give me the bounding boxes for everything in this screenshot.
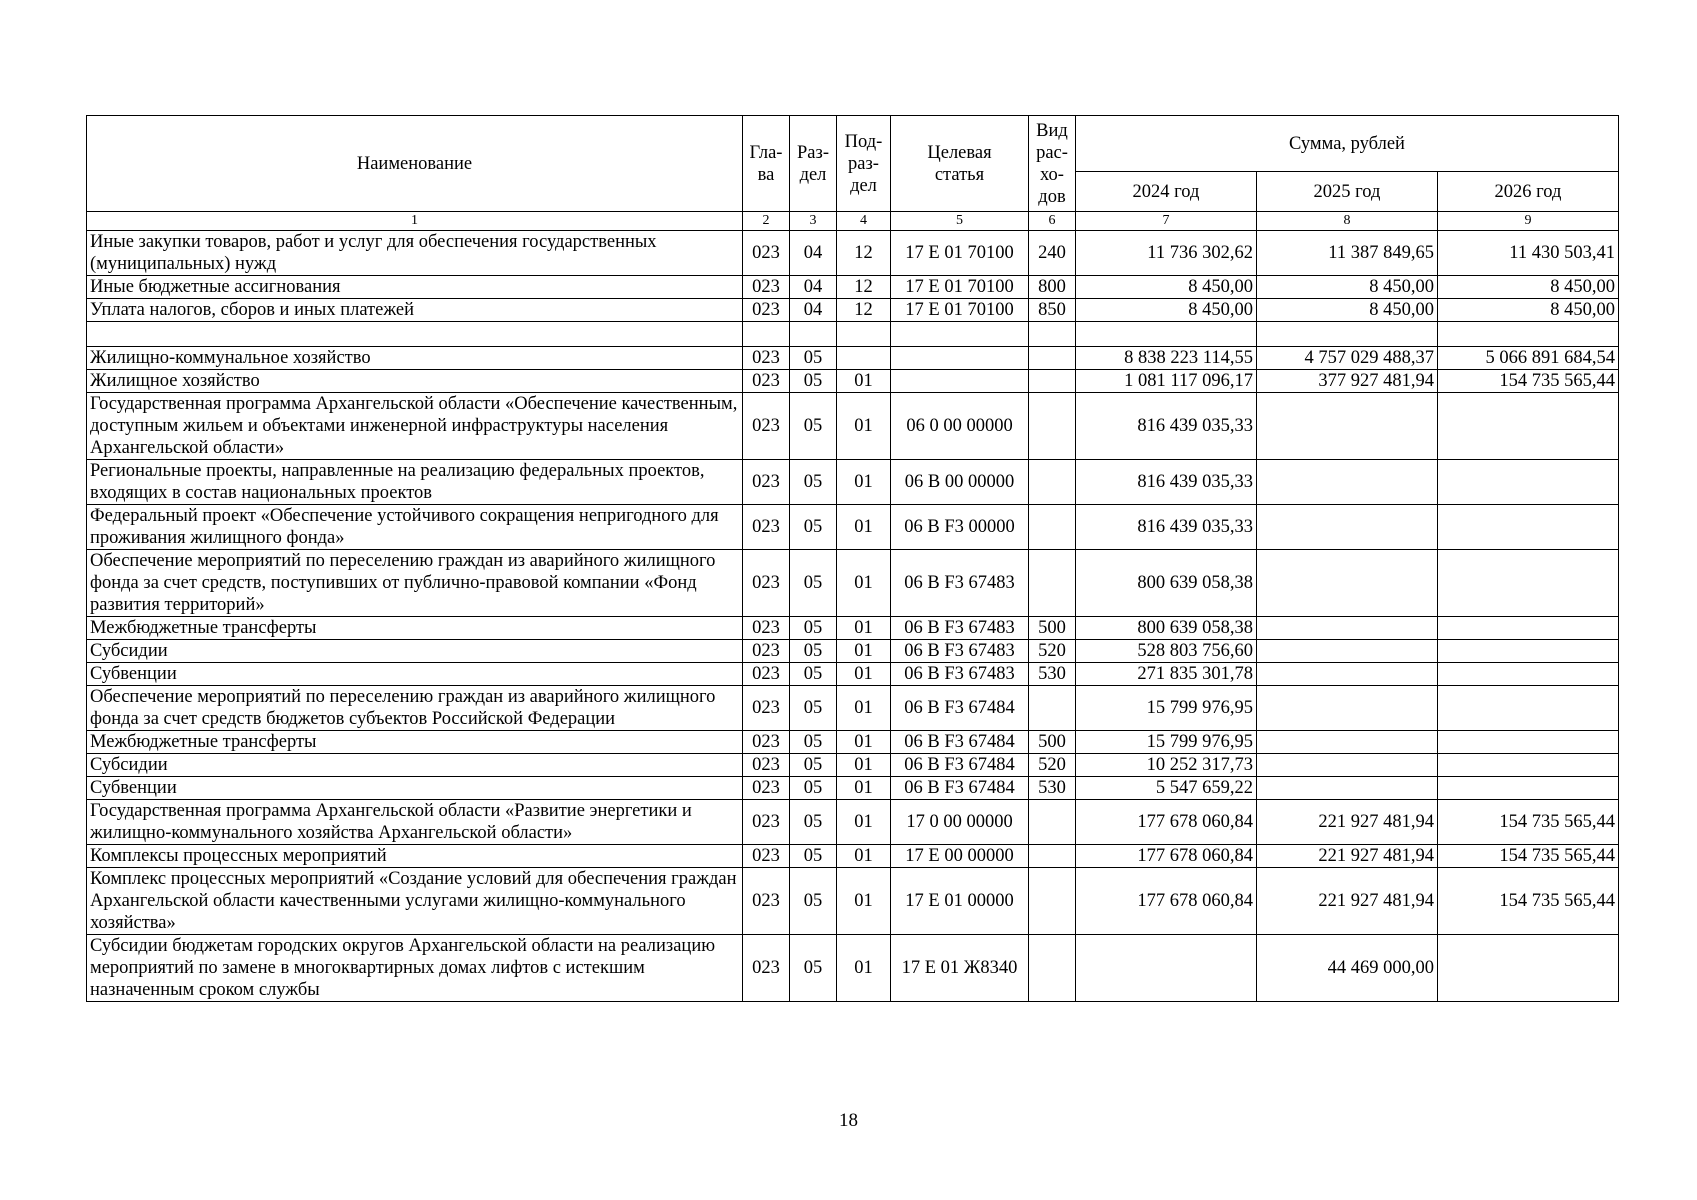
row-subsection: 01 (837, 393, 891, 460)
row-sum-2026: 8 450,00 (1438, 276, 1619, 299)
row-name: Региональные проекты, направленные на реализацию федеральных проектов, входящих в состав национальных проектов (87, 460, 743, 505)
row-expense-type: 530 (1029, 777, 1076, 800)
row-chapter: 023 (743, 393, 790, 460)
row-expense-type: 530 (1029, 663, 1076, 686)
table-row (87, 845, 1619, 868)
row-chapter: 023 (743, 663, 790, 686)
row-name: Субвенции (87, 777, 743, 800)
row-section: 05 (790, 686, 837, 731)
row-name: Иные бюджетные ассигнования (87, 276, 743, 299)
table-row (87, 800, 1619, 845)
row-expense-type (1029, 322, 1076, 347)
row-sum-2024 (1076, 322, 1257, 347)
row-sum-2024: 1 081 117 096,17 (1076, 370, 1257, 393)
row-subsection: 12 (837, 299, 891, 322)
row-target: 17 0 00 00000 (891, 800, 1029, 845)
table-row (87, 322, 1619, 347)
row-expense-type: 240 (1029, 231, 1076, 276)
row-section: 05 (790, 663, 837, 686)
row-sum-2026 (1438, 754, 1619, 777)
table-row (87, 754, 1619, 777)
table-row (87, 276, 1619, 299)
row-name: Государственная программа Архангельской области «Обеспечение качественным, доступным жильем и объектами инженерной инфраструктуры населения Архангельской области» (87, 393, 743, 460)
row-expense-type (1029, 505, 1076, 550)
row-chapter: 023 (743, 640, 790, 663)
row-chapter: 023 (743, 460, 790, 505)
table-row (87, 686, 1619, 731)
row-sum-2025: 44 469 000,00 (1257, 935, 1438, 1002)
row-subsection: 12 (837, 276, 891, 299)
column-number: 9 (1438, 212, 1619, 231)
row-expense-type (1029, 868, 1076, 935)
row-name: Межбюджетные трансферты (87, 731, 743, 754)
table-row (87, 505, 1619, 550)
row-chapter: 023 (743, 868, 790, 935)
row-target: 06 0 00 00000 (891, 393, 1029, 460)
row-target: 06 В F3 67484 (891, 731, 1029, 754)
budget-table (86, 115, 1619, 1002)
row-sum-2024: 15 799 976,95 (1076, 731, 1257, 754)
row-sum-2024: 8 450,00 (1076, 299, 1257, 322)
table-body (87, 231, 1619, 1002)
row-sum-2026 (1438, 640, 1619, 663)
table-row (87, 663, 1619, 686)
row-name: Уплата налогов, сборов и иных платежей (87, 299, 743, 322)
row-sum-2026 (1438, 663, 1619, 686)
table-row (87, 347, 1619, 370)
row-section: 05 (790, 868, 837, 935)
row-sum-2025: 8 450,00 (1257, 299, 1438, 322)
row-sum-2024: 177 678 060,84 (1076, 868, 1257, 935)
row-sum-2026 (1438, 505, 1619, 550)
header-chapter: Гла- ва (743, 116, 790, 212)
row-section: 05 (790, 731, 837, 754)
table-row (87, 868, 1619, 935)
page-number: 18 (839, 1110, 858, 1131)
row-name (87, 322, 743, 347)
row-section: 05 (790, 550, 837, 617)
table-row (87, 777, 1619, 800)
table-row (87, 731, 1619, 754)
row-sum-2025 (1257, 393, 1438, 460)
row-sum-2024: 528 803 756,60 (1076, 640, 1257, 663)
header-expense-type: Вид рас- хо- дов (1029, 116, 1076, 212)
row-name: Обеспечение мероприятий по переселению граждан из аварийного жилищного фонда за счет средств, поступивших от публично-правовой компании «Фонд развития территорий» (87, 550, 743, 617)
row-sum-2024: 177 678 060,84 (1076, 800, 1257, 845)
column-number: 2 (743, 212, 790, 231)
row-subsection: 01 (837, 460, 891, 505)
row-target: 17 Е 01 00000 (891, 868, 1029, 935)
row-section: 04 (790, 276, 837, 299)
row-sum-2025 (1257, 777, 1438, 800)
row-subsection: 01 (837, 617, 891, 640)
row-sum-2024: 177 678 060,84 (1076, 845, 1257, 868)
row-chapter: 023 (743, 505, 790, 550)
row-sum-2025 (1257, 322, 1438, 347)
row-name: Государственная программа Архангельской области «Развитие энергетики и жилищно-коммунального хозяйства Архангельской области» (87, 800, 743, 845)
row-subsection: 01 (837, 686, 891, 731)
row-expense-type: 800 (1029, 276, 1076, 299)
row-subsection: 01 (837, 640, 891, 663)
row-name: Обеспечение мероприятий по переселению граждан из аварийного жилищного фонда за счет средств бюджетов субъектов Российской Федерации (87, 686, 743, 731)
row-sum-2024: 271 835 301,78 (1076, 663, 1257, 686)
row-section: 05 (790, 845, 837, 868)
row-subsection: 01 (837, 868, 891, 935)
row-name: Жилищное хозяйство (87, 370, 743, 393)
row-target: 17 Е 01 Ж8340 (891, 935, 1029, 1002)
row-subsection: 01 (837, 550, 891, 617)
row-name: Жилищно-коммунальное хозяйство (87, 347, 743, 370)
row-subsection: 01 (837, 370, 891, 393)
row-name: Субсидии бюджетам городских округов Архангельской области на реализацию мероприятий по замене в многоквартирных домах лифтов с истекшим назначенным сроком службы (87, 935, 743, 1002)
row-expense-type (1029, 347, 1076, 370)
row-chapter: 023 (743, 800, 790, 845)
row-section: 05 (790, 505, 837, 550)
row-target: 17 Е 01 70100 (891, 276, 1029, 299)
header-year-2026: 2026 год (1438, 172, 1619, 212)
table-row (87, 640, 1619, 663)
row-sum-2026 (1438, 731, 1619, 754)
row-target: 06 В 00 00000 (891, 460, 1029, 505)
row-target: 06 В F3 00000 (891, 505, 1029, 550)
row-chapter: 023 (743, 731, 790, 754)
row-chapter: 023 (743, 845, 790, 868)
row-sum-2026: 154 735 565,44 (1438, 845, 1619, 868)
column-number: 5 (891, 212, 1029, 231)
row-chapter: 023 (743, 299, 790, 322)
table-row (87, 617, 1619, 640)
header-subsection: Под- раз- дел (837, 116, 891, 212)
row-sum-2024: 11 736 302,62 (1076, 231, 1257, 276)
table-row (87, 460, 1619, 505)
row-sum-2025 (1257, 460, 1438, 505)
row-expense-type (1029, 370, 1076, 393)
row-expense-type (1029, 550, 1076, 617)
row-sum-2026 (1438, 777, 1619, 800)
row-chapter: 023 (743, 777, 790, 800)
row-sum-2025: 221 927 481,94 (1257, 868, 1438, 935)
column-number: 4 (837, 212, 891, 231)
row-sum-2026: 154 735 565,44 (1438, 370, 1619, 393)
row-target: 06 В F3 67484 (891, 754, 1029, 777)
row-subsection: 01 (837, 800, 891, 845)
row-sum-2026 (1438, 686, 1619, 731)
table-row (87, 550, 1619, 617)
row-chapter: 023 (743, 617, 790, 640)
row-chapter: 023 (743, 347, 790, 370)
row-chapter: 023 (743, 754, 790, 777)
table-row (87, 393, 1619, 460)
row-section: 05 (790, 460, 837, 505)
row-sum-2024: 15 799 976,95 (1076, 686, 1257, 731)
row-sum-2026 (1438, 935, 1619, 1002)
row-sum-2025: 377 927 481,94 (1257, 370, 1438, 393)
row-section: 05 (790, 800, 837, 845)
row-target: 17 Е 00 00000 (891, 845, 1029, 868)
row-expense-type (1029, 393, 1076, 460)
row-subsection: 01 (837, 777, 891, 800)
header-sum-caption: Сумма, рублей (1076, 116, 1619, 172)
row-name: Субсидии (87, 640, 743, 663)
row-section: 05 (790, 640, 837, 663)
row-sum-2025: 221 927 481,94 (1257, 845, 1438, 868)
row-sum-2025 (1257, 505, 1438, 550)
row-chapter: 023 (743, 550, 790, 617)
column-number: 1 (87, 212, 743, 231)
row-sum-2026 (1438, 393, 1619, 460)
table-row (87, 299, 1619, 322)
row-sum-2026 (1438, 460, 1619, 505)
column-number: 3 (790, 212, 837, 231)
row-sum-2024: 10 252 317,73 (1076, 754, 1257, 777)
row-subsection (837, 347, 891, 370)
row-section: 05 (790, 347, 837, 370)
row-sum-2024: 8 838 223 114,55 (1076, 347, 1257, 370)
row-sum-2026 (1438, 617, 1619, 640)
row-sum-2026: 154 735 565,44 (1438, 868, 1619, 935)
row-section (790, 322, 837, 347)
row-target: 17 Е 01 70100 (891, 299, 1029, 322)
row-section: 05 (790, 935, 837, 1002)
row-sum-2024: 816 439 035,33 (1076, 393, 1257, 460)
row-sum-2026: 11 430 503,41 (1438, 231, 1619, 276)
row-target: 06 В F3 67483 (891, 550, 1029, 617)
row-sum-2024: 8 450,00 (1076, 276, 1257, 299)
row-sum-2025 (1257, 550, 1438, 617)
table-row (87, 370, 1619, 393)
column-number: 7 (1076, 212, 1257, 231)
row-expense-type: 500 (1029, 617, 1076, 640)
row-subsection: 01 (837, 754, 891, 777)
row-sum-2025 (1257, 731, 1438, 754)
row-subsection (837, 322, 891, 347)
row-expense-type: 500 (1029, 731, 1076, 754)
row-sum-2025: 8 450,00 (1257, 276, 1438, 299)
row-sum-2024: 5 547 659,22 (1076, 777, 1257, 800)
row-chapter: 023 (743, 276, 790, 299)
row-sum-2026: 154 735 565,44 (1438, 800, 1619, 845)
row-expense-type (1029, 800, 1076, 845)
header-name: Наименование (87, 116, 743, 212)
row-expense-type: 520 (1029, 640, 1076, 663)
row-sum-2026: 8 450,00 (1438, 299, 1619, 322)
header-year-2025: 2025 год (1257, 172, 1438, 212)
row-expense-type (1029, 460, 1076, 505)
row-subsection: 01 (837, 731, 891, 754)
row-sum-2025 (1257, 686, 1438, 731)
table-row (87, 231, 1619, 276)
row-name: Субвенции (87, 663, 743, 686)
row-name: Федеральный проект «Обеспечение устойчивого сокращения непригодного для проживания жилищного фонда» (87, 505, 743, 550)
row-name: Комплексы процессных мероприятий (87, 845, 743, 868)
row-expense-type (1029, 935, 1076, 1002)
row-target (891, 322, 1029, 347)
row-name: Комплекс процессных мероприятий «Создание условий для обеспечения граждан Архангельской области качественными услугами жилищно-коммунального хозяйства» (87, 868, 743, 935)
row-name: Иные закупки товаров, работ и услуг для обеспечения государственных (муниципальных) нужд (87, 231, 743, 276)
row-section: 04 (790, 231, 837, 276)
row-sum-2024: 816 439 035,33 (1076, 460, 1257, 505)
row-section: 05 (790, 777, 837, 800)
row-sum-2025 (1257, 663, 1438, 686)
row-subsection: 01 (837, 845, 891, 868)
budget-page (86, 115, 1618, 1002)
row-target (891, 370, 1029, 393)
row-sum-2025: 4 757 029 488,37 (1257, 347, 1438, 370)
header-section: Раз- дел (790, 116, 837, 212)
row-subsection: 01 (837, 505, 891, 550)
header-year-2024: 2024 год (1076, 172, 1257, 212)
row-name: Субсидии (87, 754, 743, 777)
row-section: 05 (790, 370, 837, 393)
row-expense-type: 520 (1029, 754, 1076, 777)
row-target (891, 347, 1029, 370)
row-sum-2025: 11 387 849,65 (1257, 231, 1438, 276)
row-chapter (743, 322, 790, 347)
row-chapter: 023 (743, 231, 790, 276)
row-sum-2026 (1438, 550, 1619, 617)
row-target: 06 В F3 67483 (891, 640, 1029, 663)
row-section: 05 (790, 617, 837, 640)
row-target: 17 Е 01 70100 (891, 231, 1029, 276)
row-subsection: 01 (837, 663, 891, 686)
row-section: 05 (790, 754, 837, 777)
row-chapter: 023 (743, 935, 790, 1002)
row-sum-2025 (1257, 754, 1438, 777)
row-expense-type (1029, 686, 1076, 731)
table-row (87, 935, 1619, 1002)
row-chapter: 023 (743, 686, 790, 731)
row-sum-2025: 221 927 481,94 (1257, 800, 1438, 845)
row-target: 06 В F3 67483 (891, 663, 1029, 686)
row-sum-2024: 816 439 035,33 (1076, 505, 1257, 550)
row-sum-2026: 5 066 891 684,54 (1438, 347, 1619, 370)
row-section: 04 (790, 299, 837, 322)
row-expense-type (1029, 845, 1076, 868)
row-sum-2026 (1438, 322, 1619, 347)
row-target: 06 В F3 67484 (891, 686, 1029, 731)
row-target: 06 В F3 67484 (891, 777, 1029, 800)
row-sum-2024 (1076, 935, 1257, 1002)
row-name: Межбюджетные трансферты (87, 617, 743, 640)
row-chapter: 023 (743, 370, 790, 393)
column-number: 6 (1029, 212, 1076, 231)
row-sum-2025 (1257, 640, 1438, 663)
row-sum-2025 (1257, 617, 1438, 640)
row-section: 05 (790, 393, 837, 460)
row-sum-2024: 800 639 058,38 (1076, 550, 1257, 617)
row-target: 06 В F3 67483 (891, 617, 1029, 640)
row-expense-type: 850 (1029, 299, 1076, 322)
header-target: Целевая статья (891, 116, 1029, 212)
column-number: 8 (1257, 212, 1438, 231)
row-subsection: 01 (837, 935, 891, 1002)
row-subsection: 12 (837, 231, 891, 276)
row-sum-2024: 800 639 058,38 (1076, 617, 1257, 640)
